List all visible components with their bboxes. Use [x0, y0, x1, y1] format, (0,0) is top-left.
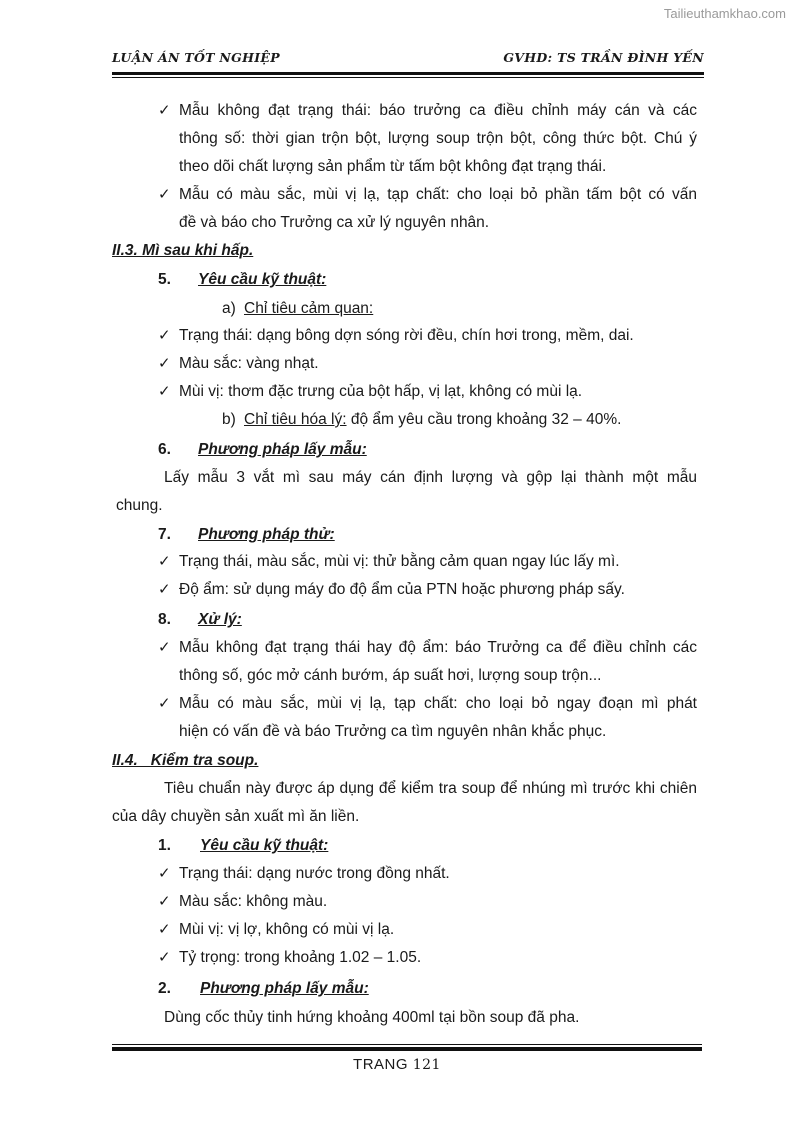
- paragraph-text: của dây chuyền sản xuất mì ăn liền.: [112, 808, 360, 825]
- bullet-text: Mẫu có màu sắc, mùi vị lạ, tạp chất: cho loại bỏ ngay đoạn mì phát: [179, 695, 697, 712]
- check-icon: ✓: [158, 327, 171, 344]
- subheading-sampling-soup: Phương pháp lấy mẫu:: [200, 980, 369, 997]
- check-icon: ✓: [158, 949, 171, 966]
- bullet-text: Trạng thái: dạng nước trong đồng nhất.: [179, 865, 450, 882]
- subitem-label: b): [222, 411, 236, 428]
- page-label: TRANG: [353, 1056, 409, 1073]
- subheading-requirements: Yêu cầu kỹ thuật:: [198, 271, 327, 288]
- section-heading-ii3: II.3. Mì sau khi hấp.: [112, 242, 254, 259]
- check-icon: ✓: [158, 102, 171, 119]
- bullet-text: Mẫu có màu sắc, mùi vị lạ, tạp chất: cho loại bỏ phần tấm bột có vấn: [179, 186, 697, 203]
- check-icon: ✓: [158, 695, 171, 712]
- bullet-text: theo dõi chất lượng sản phẩm từ tấm bột không đạt trạng thái.: [179, 158, 607, 175]
- item-number: 1.: [158, 837, 171, 854]
- paragraph-text: Dùng cốc thủy tinh hứng khoảng 400ml tại bồn soup đã pha.: [164, 1009, 580, 1026]
- bullet-text: đề và báo cho Trưởng ca xử lý nguyên nhân.: [179, 214, 490, 231]
- check-icon: ✓: [158, 865, 171, 882]
- subitem-physicochemical-label: Chỉ tiêu hóa lý:: [244, 411, 347, 428]
- bullet-text: Màu sắc: vàng nhạt.: [179, 355, 319, 372]
- check-icon: ✓: [158, 581, 171, 598]
- check-icon: ✓: [158, 186, 171, 203]
- watermark: Tailieuthamkhao.com: [663, 6, 786, 21]
- paragraph-text: Lấy mẫu 3 vắt mì sau máy cán định lượng và gộp lại thành một mẫu: [164, 469, 697, 486]
- subheading-handling: Xử lý:: [198, 611, 242, 628]
- bullet-text: thông số: thời gian trộn bột, lượng soup trộn bột, công thức bột. Chú ý: [179, 130, 697, 147]
- header-rule-thin: [112, 77, 704, 78]
- check-icon: ✓: [158, 553, 171, 570]
- bullet-text: Trạng thái: dạng bông dợn sóng rời đều, chín hơi trong, mềm, dai.: [179, 327, 634, 344]
- footer-rule-thin: [112, 1044, 702, 1045]
- bullet-text: Tỷ trọng: trong khoảng 1.02 – 1.05.: [179, 949, 422, 966]
- item-number: 8.: [158, 611, 171, 628]
- bullet-text: hiện có vấn đề và báo Trưởng ca tìm nguyên nhân khắc phục.: [179, 723, 607, 740]
- subheading-test-method: Phương pháp thử:: [198, 526, 335, 543]
- bullet-text: Độ ẩm: sử dụng máy đo độ ẩm của PTN hoặc phương pháp sấy.: [179, 581, 625, 598]
- item-number: 2.: [158, 980, 171, 997]
- item-number: 6.: [158, 441, 171, 458]
- check-icon: ✓: [158, 893, 171, 910]
- item-number: 5.: [158, 271, 171, 288]
- header-rule-thick: [112, 72, 704, 75]
- bullet-text: thông số, góc mở cánh bướm, áp suất hơi, lượng soup trộn...: [179, 667, 602, 684]
- page-number: 121: [412, 1057, 441, 1073]
- footer-rule-thick: [112, 1047, 702, 1051]
- header-advisor: GVHD: TS TRẦN ĐÌNH YẾN: [503, 50, 704, 65]
- page-footer: [0, 1056, 794, 1073]
- subitem-label: a): [222, 300, 236, 317]
- subitem-physicochemical-text: độ ẩm yêu cầu trong khoảng 32 – 40%.: [346, 411, 622, 428]
- bullet-text: Màu sắc: không màu.: [179, 893, 328, 910]
- subitem-sensory: Chỉ tiêu cảm quan:: [244, 300, 374, 317]
- page-header: [112, 50, 704, 65]
- paragraph-text: Tiêu chuẩn này được áp dụng để kiểm tra soup để nhúng mì trước khi chiên: [164, 780, 697, 797]
- section-heading-ii4: II.4. Kiểm tra soup.: [112, 752, 259, 769]
- subheading-sampling: Phương pháp lấy mẫu:: [198, 441, 367, 458]
- subheading-requirements-soup: Yêu cầu kỹ thuật:: [200, 837, 329, 854]
- check-icon: ✓: [158, 355, 171, 372]
- paragraph-text: chung.: [116, 497, 163, 514]
- bullet-text: Trạng thái, màu sắc, mùi vị: thử bằng cảm quan ngay lúc lấy mì.: [179, 553, 620, 570]
- check-icon: ✓: [158, 639, 171, 656]
- subitem-physicochemical: [244, 410, 621, 430]
- bullet-text: Mùi vị: thơm đặc trưng của bột hấp, vị lạt, không có mùi lạ.: [179, 383, 583, 400]
- header-thesis-title: LUẬN ÁN TỐT NGHIỆP: [112, 50, 280, 65]
- bullet-text: Mẫu không đạt trạng thái hay độ ẩm: báo Trưởng ca để điều chỉnh các: [179, 639, 697, 656]
- check-icon: ✓: [158, 383, 171, 400]
- bullet-text: Mẫu không đạt trạng thái: báo trưởng ca điều chỉnh máy cán và các: [179, 102, 697, 119]
- check-icon: ✓: [158, 921, 171, 938]
- item-number: 7.: [158, 526, 171, 543]
- bullet-text: Mùi vị: vị lợ, không có mùi vị lạ.: [179, 921, 395, 938]
